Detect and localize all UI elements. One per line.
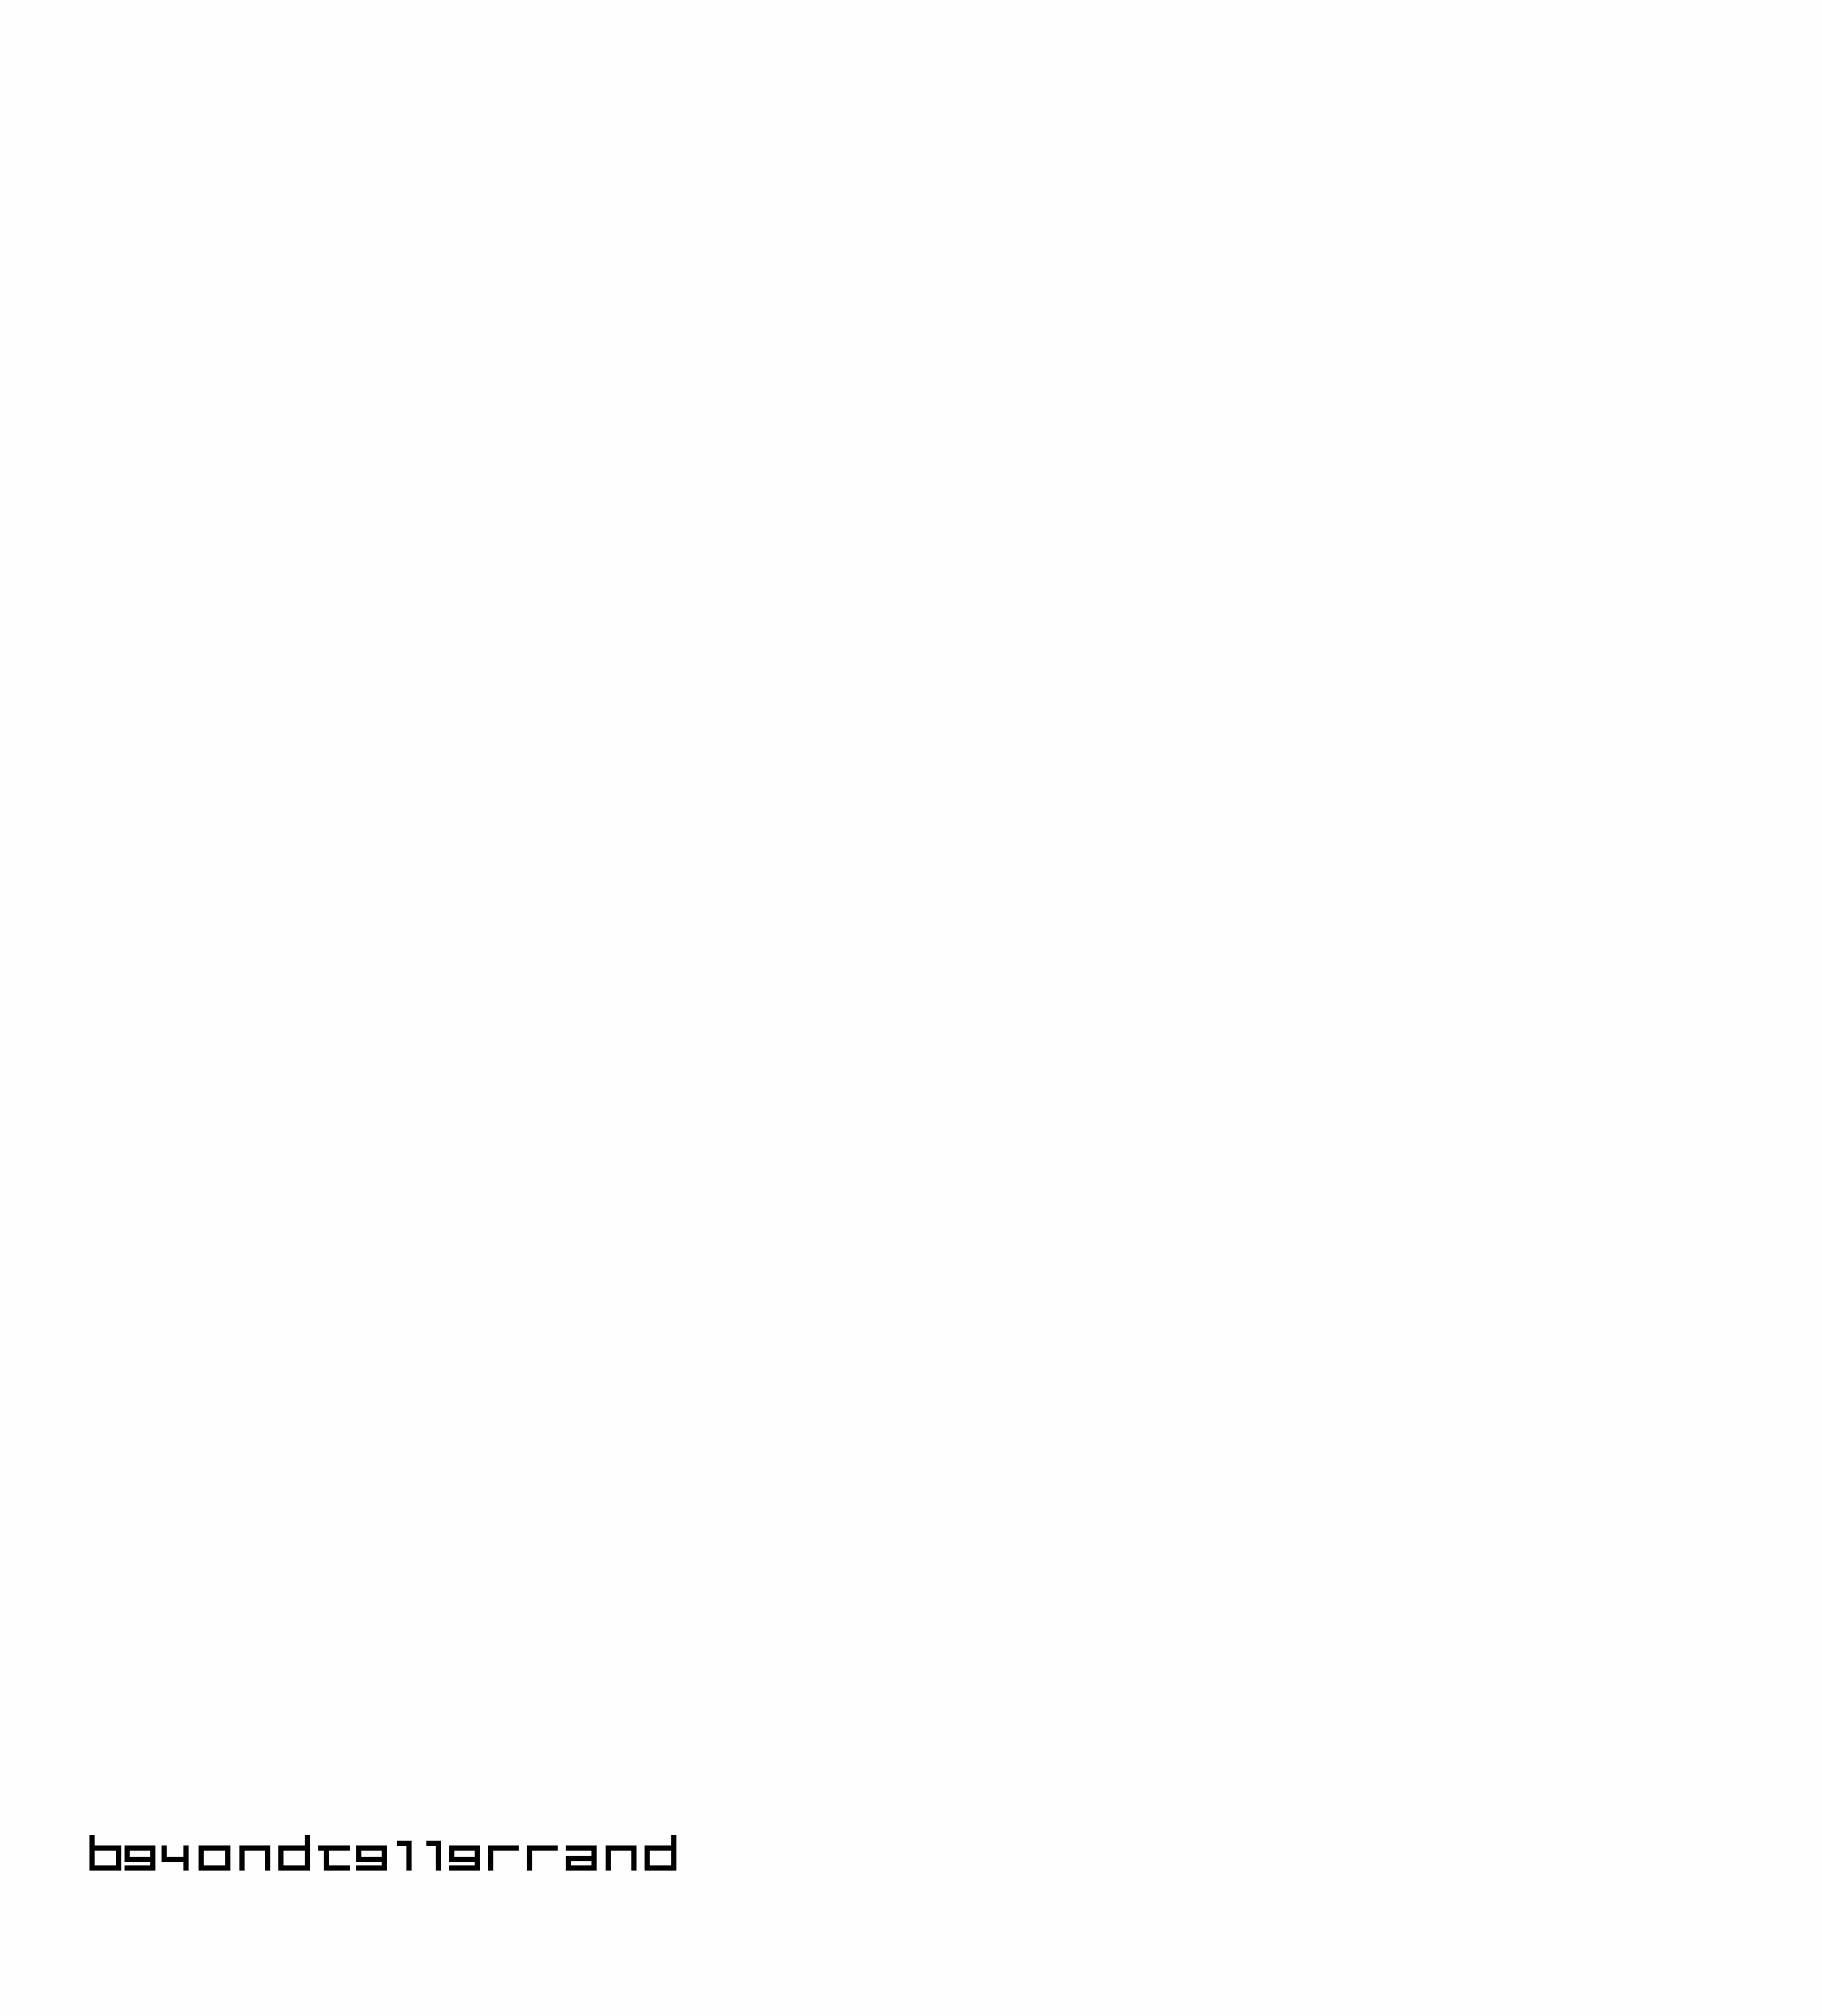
site-logo-link[interactable] xyxy=(89,1835,678,1871)
beyondtellerrand-wordmark-logo xyxy=(89,1835,678,1871)
